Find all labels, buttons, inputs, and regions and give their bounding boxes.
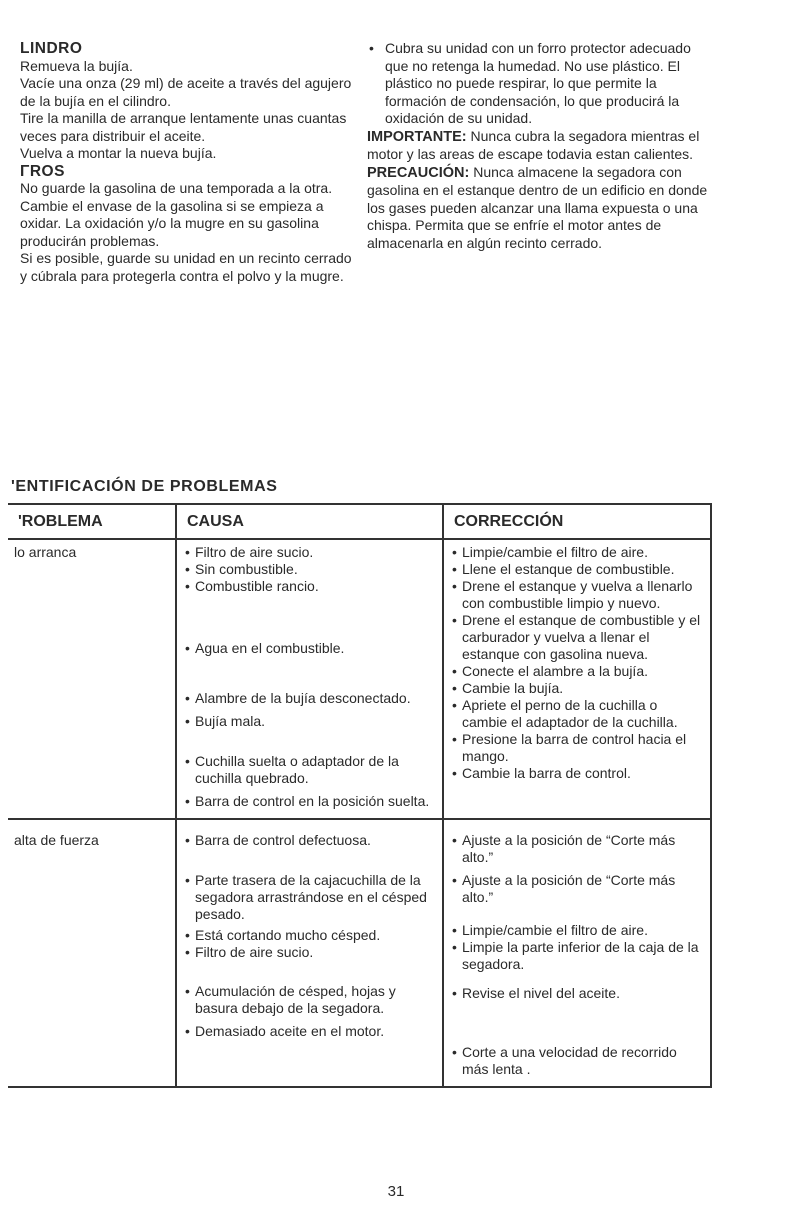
- correction-cell: [443, 539, 711, 819]
- importante-text: Nunca cubra la segadora mientras el motor y las areas de escape todavia estan calientes.: [367, 127, 700, 162]
- cause-item: • Está cortando mucho césped.: [183, 927, 436, 944]
- correction-item: • Llene el estanque de combustible.: [450, 561, 704, 578]
- correction-item: • Apriete el perno de la cuchilla o cambie el adaptador de la cuchilla.: [450, 697, 704, 731]
- otros-paragraph: Si es posible, guarde su unidad en un recinto cerrado y cúbrala para protegerla contra el polvo y la mugre.: [20, 250, 352, 284]
- header-correccion: CORRECCIÓN: [443, 504, 711, 539]
- precaucion-label: PRECAUCIÓN:: [367, 164, 470, 181]
- cause-item: • Barra de control en la posición suelta.: [183, 793, 436, 810]
- correction-item: • Ajuste a la posición de “Corte más alto.”: [450, 832, 704, 866]
- cilindro-paragraph: Remueva la bujía.: [20, 57, 133, 74]
- correction-item: • Corte a una velocidad de recorrido más lenta .: [450, 1044, 704, 1078]
- table-row: [8, 539, 711, 819]
- correction-cell: [443, 819, 711, 1087]
- otros-heading: ΓROS: [20, 162, 65, 180]
- correction-item: • Ajuste a la posición de “Corte más alto.”: [450, 872, 704, 906]
- cause-item: • Acumulación de césped, hojas y basura debajo de la segadora.: [183, 983, 436, 1017]
- page-number: 31: [387, 1183, 405, 1200]
- cause-item: • Barra de control defectuosa.: [183, 832, 436, 849]
- correction-item: • Cambie la bujía.: [450, 680, 704, 697]
- header-problema: 'ROBLEMA: [8, 504, 176, 539]
- correction-item: • Conecte el alambre a la bujía.: [450, 663, 704, 680]
- table-row: [8, 819, 711, 1087]
- otros-paragraph: No guarde la gasolina de una temporada a la otra.: [20, 180, 333, 196]
- precaucion-text: Nunca almacene la segadora con gasolina en el estanque dentro de un edificio en donde los gases pueden alcanzar una llama expuesta o una chispa. Permita que se enfríe el motor antes de almacenarla en algún recinto cerrado.: [367, 163, 708, 251]
- correction-item: • Drene el estanque y vuelva a llenarlo con combustible limpio y nuevo.: [450, 578, 704, 612]
- importante-label: IMPORTANTE:: [367, 128, 467, 145]
- left-column: [20, 40, 355, 285]
- right-column: [367, 40, 712, 252]
- troubleshooting-table: [8, 503, 712, 1088]
- cause-item: • Parte trasera de la cajacuchilla de la segadora arrastrándose en el césped pesado.: [183, 872, 436, 923]
- cause-cell: [176, 539, 443, 819]
- cause-item: • Agua en el combustible.: [183, 640, 436, 657]
- correction-item: • Revise el nivel del aceite.: [450, 985, 704, 1002]
- troubleshooting-title: 'ENTIFICACIÓN DE PROBLEMAS: [11, 478, 278, 495]
- cause-item: • Sin combustible.: [183, 561, 436, 578]
- cause-item: • Filtro de aire sucio.: [183, 944, 436, 961]
- header-causa: CAUSA: [176, 504, 443, 539]
- importante-note: [367, 128, 712, 164]
- precaucion-note: [367, 164, 712, 253]
- problem-cell: lo arranca: [8, 539, 176, 819]
- otros-paragraph: Cambie el envase de la gasolina si se empieza a oxidar. La oxidación y/o la mugre en su gasolina producirán problemas.: [20, 197, 324, 249]
- cause-item: • Filtro de aire sucio.: [183, 544, 436, 561]
- cilindro-paragraph: Tire la manilla de arranque lentamente unas cuantas veces para distribuir el aceite.: [20, 110, 347, 144]
- cilindro-heading: LINDRO: [20, 40, 83, 57]
- problem-cell: alta de fuerza: [8, 819, 176, 1087]
- cause-item: • Alambre de la bujía desconectado.: [183, 690, 436, 707]
- cause-item: • Demasiado aceite en el motor.: [183, 1023, 436, 1040]
- storage-cover-bullet: • Cubra su unidad con un forro protector adecuado que no retenga la humedad. No use plástico. El plástico no puede respirar, lo que permite la formación de condensación, lo que producirá la oxidación de su unidad.: [367, 40, 712, 128]
- cilindro-paragraph: Vacíe una onza (29 ml) de aceite a través del agujero de la bujía en el cilindro.: [20, 75, 352, 109]
- table-header-row: [8, 504, 711, 539]
- cilindro-paragraph: Vuelva a montar la nueva bujía.: [20, 145, 217, 161]
- cause-item: • Combustible rancio.: [183, 578, 436, 595]
- cause-item: • Bujía mala.: [183, 713, 436, 730]
- correction-item: • Cambie la barra de control.: [450, 765, 704, 782]
- correction-item: • Drene el estanque de combustible y el carburador y vuelva a llenar el estanque con gasolina nueva.: [450, 612, 704, 663]
- correction-item: • Limpie/cambie el filtro de aire.: [450, 922, 704, 939]
- cause-cell: [176, 819, 443, 1087]
- cause-item: • Cuchilla suelta o adaptador de la cuchilla quebrado.: [183, 753, 436, 787]
- correction-item: • Limpie la parte inferior de la caja de la segadora.: [450, 939, 704, 973]
- correction-item: • Limpie/cambie el filtro de aire.: [450, 544, 704, 561]
- correction-item: • Presione la barra de control hacia el mango.: [450, 731, 704, 765]
